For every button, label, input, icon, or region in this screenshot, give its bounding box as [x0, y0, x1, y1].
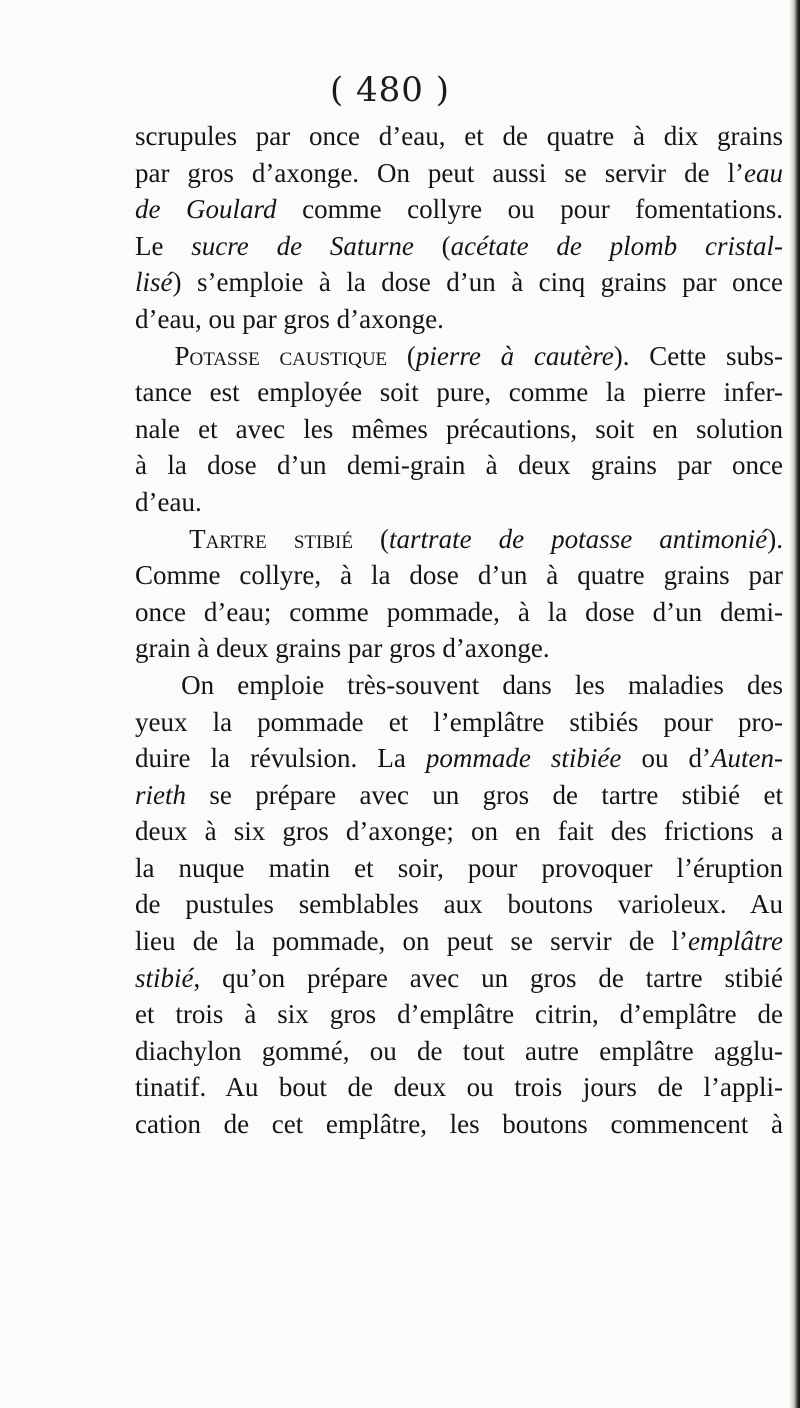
- text-line: tinatif. Au bout de deux ou trois jours de l’appli-: [135, 1072, 783, 1103]
- body-text: [135, 118, 783, 1143]
- text-line: par gros d’axonge. On peut aussi se servir de l’eau: [135, 157, 783, 188]
- text-line: nale et avec les mêmes précautions, soit en solution: [135, 413, 783, 444]
- text-line: de Goulard comme collyre ou pour fomentations.: [135, 194, 783, 225]
- text-line: stibié, qu’on prépare avec un gros de tartre stibié: [135, 962, 783, 993]
- text-line: Potasse caustique (pierre à cautère). Cette subs-: [174, 340, 783, 371]
- text-line: tance est employée soit pure, comme la pierre infer-: [135, 377, 783, 408]
- text-line: d’eau.: [135, 486, 202, 517]
- text-line: la nuque matin et soir, pour provoquer l’éruption: [135, 852, 783, 883]
- text-line: et trois à six gros d’emplâtre citrin, d’emplâtre de: [135, 999, 783, 1030]
- text-line: grain à deux grains par gros d’axonge.: [135, 633, 550, 664]
- text-line: lisé) s’emploie à la dose d’un à cinq grains par once: [135, 267, 783, 298]
- text-line: diachylon gommé, ou de tout autre emplâtre agglu-: [135, 1035, 783, 1066]
- text-line: yeux la pommade et l’emplâtre stibiés pour pro-: [135, 706, 783, 737]
- text-line: Tartre stibié (tartrate de potasse antimonié).: [189, 523, 783, 554]
- text-line: deux à six gros d’axonge; on en fait des frictions a: [135, 816, 783, 847]
- text-line: lieu de la pommade, on peut se servir de l’emplâtre: [135, 926, 783, 957]
- text-line: rieth se prépare avec un gros de tartre stibié et: [135, 779, 783, 810]
- text-line: Comme collyre, à la dose d’un à quatre grains par: [135, 560, 783, 591]
- text-line: once d’eau; comme pommade, à la dose d’un demi-: [135, 596, 783, 627]
- text-line: On emploie très-souvent dans les maladies des: [135, 669, 783, 700]
- text-line: duire la révulsion. La pommade stibiée ou d’Auten-: [135, 743, 783, 774]
- text-line: de pustules semblables aux boutons varioleux. Au: [135, 889, 783, 920]
- text-line: scrupules par once d’eau, et de quatre à dix grains: [135, 121, 783, 151]
- text-line: à la dose d’un demi-grain à deux grains par once: [135, 450, 783, 481]
- text-line: cation de cet emplâtre, les boutons commencent à: [135, 1109, 783, 1140]
- page-number: ( 480 ): [329, 70, 451, 110]
- page-edge: [790, 0, 800, 1408]
- text-line: d’eau, ou par gros d’axonge.: [135, 303, 444, 334]
- text-line: Le sucre de Saturne (acétate de plomb cristal-: [135, 230, 783, 261]
